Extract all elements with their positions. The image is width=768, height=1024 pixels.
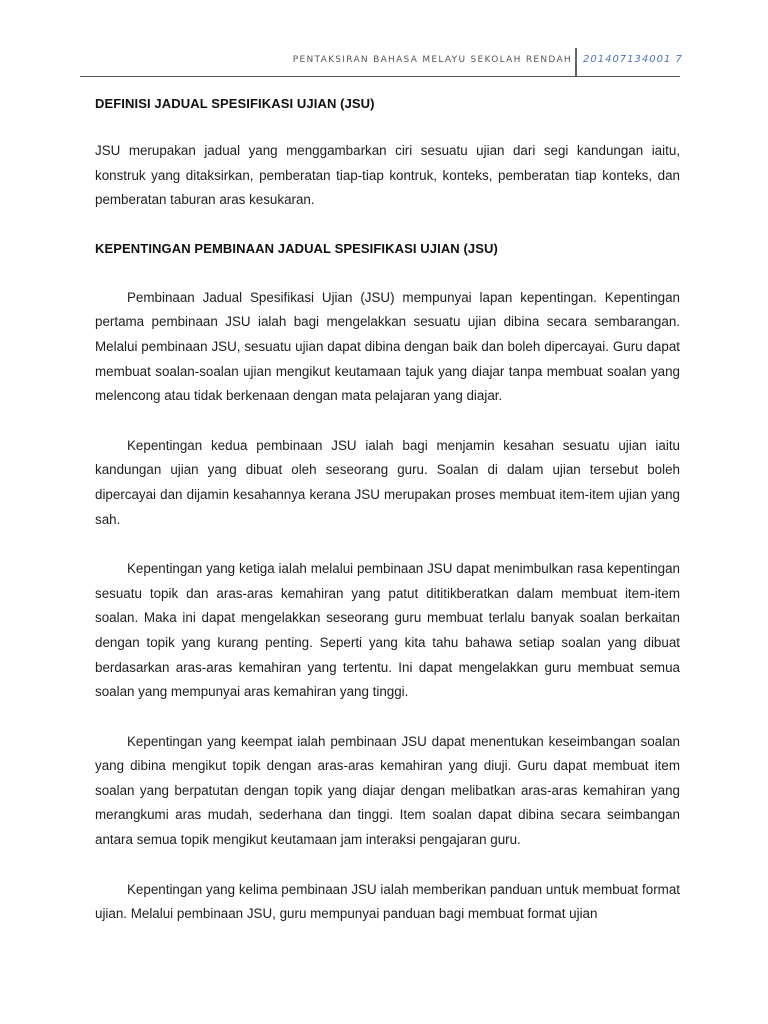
importance-paragraph-3: Kepentingan yang ketiga ialah melalui pembinaan JSU dapat menimbulkan rasa kepentingan sesuatu topik dan aras-aras kemahiran yang patut dititikberatkan dalam membuat item-item soalan. Maka ini dapat mengelakkan seseorang guru membuat terlalu banyak soalan berkaitan dengan topik yang kurang penting. Seperti yang kita tahu bahawa setiap soalan yang dibuat berdasarkan aras-aras kemahiran yang tertentu. Ini dapat mengelakkan guru membuat semua soalan yang mempunyai aras kemahiran yang tinggi. (95, 561, 680, 700)
importance-paragraph-1: Pembinaan Jadual Spesifikasi Ujian (JSU) mempunyai lapan kepentingan. Kepentingan pertama pembinaan JSU ialah bagi mengelakkan sesuatu ujian dibina secara sembarangan. Melalui pembinaan JSU, sesuatu ujian dapat dibina dengan baik dan boleh dipercayai. Guru dapat membuat soalan-soalan ujian mengikut keutamaan tajuk yang diajar tanpa membuat soalan yang melencong atau tidak berkenaan dengan mata pelajaran yang diajar. (95, 289, 680, 404)
header-student-id: 201407134001 7 (583, 54, 683, 65)
document-body (95, 94, 680, 927)
definition-heading: DEFINISI JADUAL SPESIFIKASI UJIAN (JSU) (95, 96, 375, 111)
header-title: PENTAKSIRAN BAHASA MELAYU SEKOLAH RENDAH (292, 55, 572, 65)
importance-heading: KEPENTINGAN PEMBINAAN JADUAL SPESIFIKASI UJIAN (JSU) (95, 240, 498, 256)
page-header (80, 48, 683, 77)
definition-paragraph: JSU merupakan jadual yang menggambarkan ciri sesuatu ujian dari segi kandungan iaitu, konstruk yang ditaksirkan, pemberatan tiap-tiap kontruk, konteks, pemberatan tiap konteks, dan pemberatan taburan aras kesukaran. (95, 143, 680, 208)
header-divider (575, 48, 577, 76)
importance-paragraph-4: Kepentingan yang keempat ialah pembinaan JSU dapat menentukan keseimbangan soalan yang dibina mengikut topik dengan aras-aras kemahiran yang diuji. Guru dapat membuat item soalan yang berpatutan dengan topik yang diajar dengan melibatkan aras-aras kemahiran yang merangkumi aras mudah, sederhana dan tinggi. Item soalan dapat dibina secara seimbangan antara semua topik mengikut keutamaan jam interaksi pengajaran guru. (95, 733, 680, 848)
importance-paragraph-5: Kepentingan yang kelima pembinaan JSU ialah memberikan panduan untuk membuat format ujian. Melalui pembinaan JSU, guru mempunyai panduan bagi membuat format ujian (95, 881, 680, 922)
importance-paragraph-2: Kepentingan kedua pembinaan JSU ialah bagi menjamin kesahan sesuatu ujian iaitu kandungan ujian yang dibuat oleh seseorang guru. Soalan di dalam ujian tersebut boleh dipercayai dan dijamin kesahannya kerana JSU merupakan proses membuat item-item ujian yang sah. (95, 437, 680, 527)
